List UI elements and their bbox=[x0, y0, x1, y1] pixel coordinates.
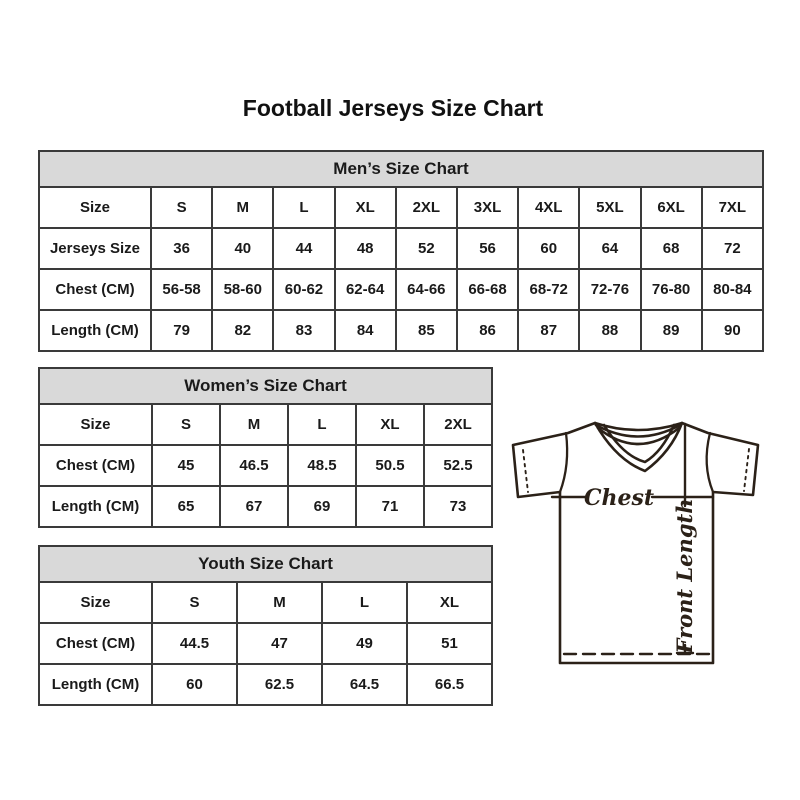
youth-cell: 62.5 bbox=[237, 664, 322, 705]
mens-cell: 44 bbox=[273, 228, 334, 269]
mens-cell: 64-66 bbox=[396, 269, 457, 310]
mens-cell: XL bbox=[335, 187, 396, 228]
womens-cell: M bbox=[220, 404, 288, 445]
mens-cell: 36 bbox=[151, 228, 212, 269]
youth-cell: 47 bbox=[237, 623, 322, 664]
youth-table-header-row bbox=[39, 546, 492, 582]
womens-row-label: Length (CM) bbox=[39, 486, 152, 527]
mens-cell: 6XL bbox=[641, 187, 702, 228]
womens-row bbox=[39, 404, 492, 445]
youth-row bbox=[39, 623, 492, 664]
mens-row-label: Chest (CM) bbox=[39, 269, 151, 310]
womens-cell: 73 bbox=[424, 486, 492, 527]
youth-cell: 66.5 bbox=[407, 664, 492, 705]
mens-row bbox=[39, 269, 763, 310]
mens-row-label: Size bbox=[39, 187, 151, 228]
womens-cell: 69 bbox=[288, 486, 356, 527]
womens-cell: S bbox=[152, 404, 220, 445]
mens-cell: 72-76 bbox=[579, 269, 640, 310]
youth-row-label: Length (CM) bbox=[39, 664, 152, 705]
youth-cell: S bbox=[152, 582, 237, 623]
mens-cell: 68-72 bbox=[518, 269, 579, 310]
youth-cell: 64.5 bbox=[322, 664, 407, 705]
mens-cell: 88 bbox=[579, 310, 640, 351]
mens-cell: L bbox=[273, 187, 334, 228]
mens-cell: 48 bbox=[335, 228, 396, 269]
mens-cell: 79 bbox=[151, 310, 212, 351]
mens-row bbox=[39, 310, 763, 351]
youth-cell: 49 bbox=[322, 623, 407, 664]
mens-cell: 58-60 bbox=[212, 269, 273, 310]
youth-cell: M bbox=[237, 582, 322, 623]
youth-cell: XL bbox=[407, 582, 492, 623]
mens-cell: 86 bbox=[457, 310, 518, 351]
womens-cell: 71 bbox=[356, 486, 424, 527]
youth-row-label: Size bbox=[39, 582, 152, 623]
youth-cell: L bbox=[322, 582, 407, 623]
mens-cell: 64 bbox=[579, 228, 640, 269]
front-length-label: Front Length bbox=[672, 498, 697, 654]
mens-cell: 76-80 bbox=[641, 269, 702, 310]
mens-cell: S bbox=[151, 187, 212, 228]
mens-cell: 90 bbox=[702, 310, 763, 351]
chest-label: Chest bbox=[583, 485, 655, 511]
youth-cell: 44.5 bbox=[152, 623, 237, 664]
womens-cell: 65 bbox=[152, 486, 220, 527]
youth-cell: 60 bbox=[152, 664, 237, 705]
mens-cell: 60-62 bbox=[273, 269, 334, 310]
mens-cell: 82 bbox=[212, 310, 273, 351]
mens-cell: 56 bbox=[457, 228, 518, 269]
womens-table-title: Women’s Size Chart bbox=[39, 368, 492, 404]
mens-row-label: Jerseys Size bbox=[39, 228, 151, 269]
womens-row bbox=[39, 445, 492, 486]
womens-row-label: Chest (CM) bbox=[39, 445, 152, 486]
mens-cell: 60 bbox=[518, 228, 579, 269]
mens-table-title: Men’s Size Chart bbox=[39, 151, 763, 187]
mens-cell: 80-84 bbox=[702, 269, 763, 310]
mens-cell: M bbox=[212, 187, 273, 228]
womens-cell: 52.5 bbox=[424, 445, 492, 486]
mens-cell: 2XL bbox=[396, 187, 457, 228]
mens-cell: 72 bbox=[702, 228, 763, 269]
womens-row-label: Size bbox=[39, 404, 152, 445]
mens-cell: 89 bbox=[641, 310, 702, 351]
mens-cell: 56-58 bbox=[151, 269, 212, 310]
jersey-diagram-icon bbox=[500, 410, 770, 670]
mens-cell: 3XL bbox=[457, 187, 518, 228]
mens-cell: 40 bbox=[212, 228, 273, 269]
mens-cell: 5XL bbox=[579, 187, 640, 228]
womens-cell: 46.5 bbox=[220, 445, 288, 486]
mens-cell: 66-68 bbox=[457, 269, 518, 310]
mens-cell: 83 bbox=[273, 310, 334, 351]
mens-row bbox=[39, 228, 763, 269]
womens-cell: XL bbox=[356, 404, 424, 445]
mens-cell: 4XL bbox=[518, 187, 579, 228]
womens-row bbox=[39, 486, 492, 527]
mens-row-label: Length (CM) bbox=[39, 310, 151, 351]
youth-size-table bbox=[38, 545, 493, 706]
mens-cell: 85 bbox=[396, 310, 457, 351]
mens-cell: 87 bbox=[518, 310, 579, 351]
mens-cell: 68 bbox=[641, 228, 702, 269]
mens-cell: 7XL bbox=[702, 187, 763, 228]
womens-cell: 2XL bbox=[424, 404, 492, 445]
mens-cell: 84 bbox=[335, 310, 396, 351]
womens-cell: 50.5 bbox=[356, 445, 424, 486]
youth-cell: 51 bbox=[407, 623, 492, 664]
womens-cell: 48.5 bbox=[288, 445, 356, 486]
jersey-measurement-diagram bbox=[500, 410, 770, 670]
youth-row bbox=[39, 664, 492, 705]
youth-table-title: Youth Size Chart bbox=[39, 546, 492, 582]
womens-cell: 45 bbox=[152, 445, 220, 486]
mens-table-header-row bbox=[39, 151, 763, 187]
page-title: Football Jerseys Size Chart bbox=[242, 95, 544, 121]
womens-cell: L bbox=[288, 404, 356, 445]
mens-size-table bbox=[38, 150, 764, 352]
mens-row bbox=[39, 187, 763, 228]
youth-row-label: Chest (CM) bbox=[39, 623, 152, 664]
mens-cell: 52 bbox=[396, 228, 457, 269]
womens-cell: 67 bbox=[220, 486, 288, 527]
mens-cell: 62-64 bbox=[335, 269, 396, 310]
youth-row bbox=[39, 582, 492, 623]
womens-table-header-row bbox=[39, 368, 492, 404]
womens-size-table bbox=[38, 367, 493, 528]
